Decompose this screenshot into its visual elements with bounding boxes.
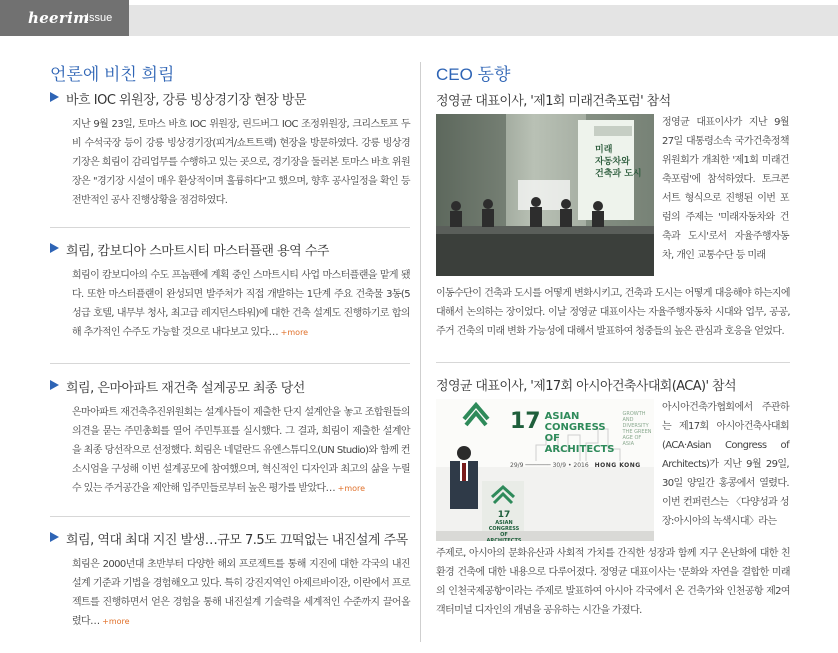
news-article [50,377,410,498]
news-article [50,240,410,342]
ceo-item-body-side: 정영균 대표이사가 지난 9월 27일 대통령소속 국가건축정책위원회가 개최한 '제1회 미래건축포럼'에 참석하였다. 토크콘서트 형식으로 진행된 이번 포럼의 주제는 '미래자동차와 건축과 도시'로서 자율주행자동차, 개인 교통수단 등 미래 [662,117,789,261]
news-article [50,89,410,210]
divider [436,362,790,363]
ceo-item-body-full: 이동수단이 건축과 도시를 어떻게 변화시키고, 건축과 도시는 어떻게 대응해야 하는지에 대해서 논의하는 장이었다. 이날 정영균 대표이사는 자율주행자동차 시대와 업무, 공공, 주거 건축의 미래 변화 가능성에 대해서 발표하여 청중들의 높은 관심과 호응을 얻었다. [436,288,790,337]
left-column-title: 언론에 비친 희림 [50,65,175,84]
ceo-item-body-side: 아시아건축가협회에서 주관하는 제17회 아시아건축사대회(ACA·Asian Congress of Architects)가 지난 9월 29일, 30일 양일간 홍콩에서 열렸다. 이번 컨퍼런스는 〈다양성과 성장:아시아의 녹색시대〉라는 [662,402,789,527]
divider [50,227,410,228]
triangle-bullet-icon [50,92,59,102]
article-heading[interactable]: 희림, 역대 최대 지진 발생…규모 7.5도 끄떡없는 내진설계 주목 [50,529,410,548]
article-body: 희림은 2000년대 초반부터 다양한 해외 프로젝트를 통해 지진에 대한 각국의 내진설계 기준과 기법을 경험해오고 있다. 특히 강진지역인 아제르바이잔, 이란에서 프로젝트를 진행하면서 얻은 경험을 통해 내진설계 기술력을 세계적인 수준까지 끌어올렸다… +more [72,559,410,627]
more-link[interactable]: +more [337,484,366,493]
forum-stage-illustration [436,114,654,276]
article-body: 은마아파트 재건축추진위원회는 설계사들이 제출한 단지 설계안을 놓고 조합원들의 의견을 묻는 주민총회를 열어 주민투표를 실시했다. 그 결과, 희림이 제출한 설계안을 최종 당선작으로 선정했다. 희림은 네덜란드 유엔스튜디오(UN Studio)와 함께 컨소시엄을 구성해 이번 설계공모에 참여했으며, 혁신적인 디자인과 최고의 삶을 누릴 수 있는 주거공간을 제안해 입주민들로부터 높은 평가를 받았다… +more [72,407,410,494]
aca-photo [436,399,654,541]
ceo-item-heading: 정영균 대표이사, '제1회 미래건축포럼' 참석 [436,94,671,109]
more-link[interactable]: +more [102,617,130,626]
more-link[interactable]: +more [280,328,309,337]
header-bar [0,0,838,36]
right-column-title: CEO 동향 [436,65,511,84]
forum-banner-text: 미래 자동차와 건축과 도시 [595,145,642,179]
triangle-bullet-icon [50,532,59,542]
article-heading[interactable]: 희림, 은마아파트 재건축 설계공모 최종 당선 [50,377,410,396]
triangle-bullet-icon [50,243,59,253]
article-heading[interactable]: 바흐 IOC 위원장, 강릉 빙상경기장 현장 방문 [50,89,410,108]
ceo-item-body-full: 주제로, 아시아의 문화유산과 사회적 가치를 간직한 성장과 함께 지구 온난화에 대한 친환경 건축에 대한 내용으로 다루어졌다. 정영균 대표이사는 '문화와 자연을 결합한 미래의 인천국제공항'이라는 주제로 발표하여 아시아 각국에서 온 건축가와 인천공항 제2여객터미널 디자인의 개념을 공유하는 시간을 가졌다. [436,548,790,616]
triangle-bullet-icon [50,380,59,390]
article-body: 희림이 캄보디아의 수도 프놈펜에 계획 중인 스마트시티 사업 마스터플랜을 맡게 됐다. 또한 마스터플랜이 완성되면 발주처가 직접 개발하는 1단계 주요 건축물 3동(5성급 호텔, 내무부 청사, 최고급 레지던스타워)에 대한 건축 설계도 진행하기로 합의해 추가적인 수주도 가능할 것으로 내다보고 있다… +more [72,270,410,338]
podium-sign: 17 ASIAN CONGRESS OF ARCHITECTS [486,510,522,541]
header-band [129,5,838,36]
forum-photo [436,114,654,276]
header-tab [0,0,129,36]
section-label: Issue [86,12,113,24]
article-heading[interactable]: 희림, 캄보디아 스마트시티 마스터플랜 용역 수주 [50,240,410,259]
heerim-logo: heerim [28,9,90,27]
news-article [50,529,410,631]
divider [50,363,410,364]
divider [50,516,410,517]
ceo-item-heading: 정영균 대표이사, '제17회 아시아건축사대회(ACA)' 참석 [436,379,736,394]
aca-banner-text: 17 ASIAN CONGRESS OF ARCHITECTS GROWTH AND DIVERSITY THE GREEN AGE OF ASIA 29/9 ─────── 30/9 • 2016 HONG KONG [510,409,652,469]
article-body: 지난 9월 23일, 토마스 바흐 IOC 위원장, 린드버그 IOC 조정위원장, 크리스토프 두비 수석국장 등이 강릉 빙상경기장(피겨/쇼트트랙) 현장을 방문하였다. 강릉 빙상경기장은 희림이 감리업무를 수행하고 있는 곳으로, 경기장을 둘러본 토마스 바흐 위원장은 "경기장 시설이 매우 환상적이며 훌륭하다"고 했으며, 향후 공사일정을 확인 등 전반적인 공사 진행상황을 점검하였다. [72,119,410,206]
column-divider [420,62,421,642]
